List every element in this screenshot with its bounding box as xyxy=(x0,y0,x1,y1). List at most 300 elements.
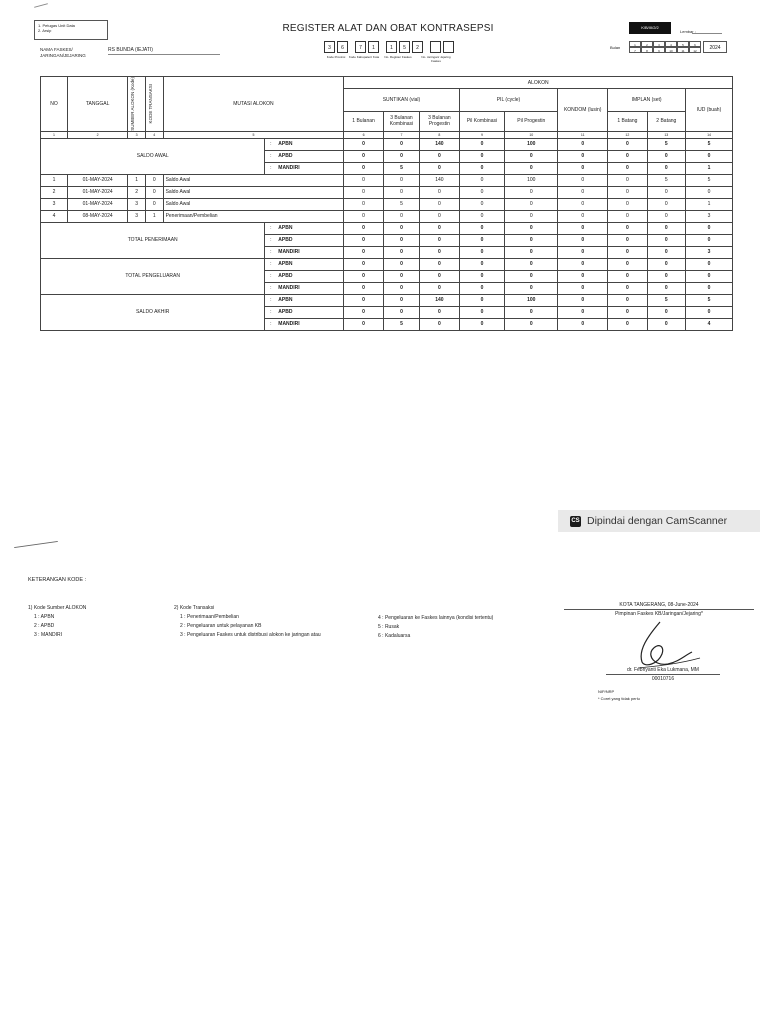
table-body xyxy=(41,131,733,330)
value-cell: 100 xyxy=(505,294,558,306)
value-cell: 0 xyxy=(608,258,647,270)
header-pil-progestin: Pil Progestin xyxy=(505,111,558,131)
value-cell: 0 xyxy=(344,138,383,150)
value-cell: 0 xyxy=(420,198,459,210)
table-row xyxy=(41,186,733,198)
source-label: MANDIRI xyxy=(276,162,344,174)
value-cell: 0 xyxy=(459,258,505,270)
value-cell: 0 xyxy=(558,318,608,330)
value-cell: 0 xyxy=(608,222,647,234)
row-no: 4 xyxy=(41,210,68,222)
column-index: 12 xyxy=(608,131,647,138)
value-cell: 100 xyxy=(505,138,558,150)
source-label: APBD xyxy=(276,150,344,162)
value-cell: 0 xyxy=(344,258,383,270)
code-digit: 7 xyxy=(355,41,366,53)
value-cell: 0 xyxy=(420,306,459,318)
value-cell: 1 xyxy=(686,198,733,210)
value-cell: 0 xyxy=(459,198,505,210)
value-cell: 0 xyxy=(686,258,733,270)
value-cell: 0 xyxy=(344,198,383,210)
value-cell: 0 xyxy=(383,222,419,234)
value-cell: 0 xyxy=(647,318,685,330)
sumber-legend-title: 1) Kode Sumber ALOKON xyxy=(28,605,87,611)
value-cell: 5 xyxy=(686,138,733,150)
camscanner-text: Dipindai dengan CamScanner xyxy=(587,515,728,527)
row-no: 2 xyxy=(41,186,68,198)
transaksi-legend-item: 3 : Pengeluaran Faskes untuk distribusi alokon ke jaringan atau xyxy=(180,632,321,638)
value-cell: 0 xyxy=(459,174,505,186)
header-1-batang: 1 Batang xyxy=(608,111,647,131)
value-cell: 0 xyxy=(505,186,558,198)
value-cell: 0 xyxy=(459,222,505,234)
value-cell: 0 xyxy=(344,234,383,246)
column-index: 2 xyxy=(68,131,128,138)
row-sumber: 1 xyxy=(128,174,146,186)
value-cell: 0 xyxy=(420,258,459,270)
header-sumber-text: SUMBER ALOKON (Kode) xyxy=(130,77,136,131)
source-label: APBN xyxy=(276,138,344,150)
source-label: MANDIRI xyxy=(276,246,344,258)
source-label: MANDIRI xyxy=(276,318,344,330)
colon: : xyxy=(265,246,276,258)
value-cell: 0 xyxy=(647,234,685,246)
colon: : xyxy=(265,234,276,246)
row-mutasi: Saldo Awal xyxy=(163,174,344,186)
header-tanggal: TANGGAL xyxy=(68,77,128,132)
value-cell: 0 xyxy=(558,138,608,150)
value-cell: 140 xyxy=(420,174,459,186)
value-cell: 0 xyxy=(647,282,685,294)
value-cell: 0 xyxy=(383,210,419,222)
value-cell: 100 xyxy=(505,174,558,186)
value-cell: 0 xyxy=(420,222,459,234)
table-row xyxy=(41,210,733,222)
header-alokon: ALOKON xyxy=(344,77,733,89)
value-cell: 0 xyxy=(344,318,383,330)
value-cell: 0 xyxy=(420,186,459,198)
transaksi-legend-item: 6 : Kadaluarsa xyxy=(378,633,411,639)
value-cell: 0 xyxy=(420,210,459,222)
pimpinan-title: Pimpinan Faskes KB/Jaringan/Jejaring* xyxy=(615,611,703,617)
source-label: APBD xyxy=(276,234,344,246)
value-cell: 0 xyxy=(608,174,647,186)
value-cell: 0 xyxy=(558,174,608,186)
value-cell: 0 xyxy=(608,246,647,258)
source-label: APBN xyxy=(276,222,344,234)
source-label: APBD xyxy=(276,270,344,282)
signer-nip: 00010716 xyxy=(606,674,720,683)
saldo-awal-row xyxy=(41,138,733,150)
signer-name: dr. Febriyanti Eka Lukmana, MM xyxy=(627,667,699,673)
value-cell: 0 xyxy=(647,306,685,318)
value-cell: 0 xyxy=(420,270,459,282)
value-cell: 0 xyxy=(647,150,685,162)
value-cell: 0 xyxy=(383,294,419,306)
value-cell: 0 xyxy=(558,234,608,246)
page-title: REGISTER ALAT DAN OBAT KONTRASEPSI xyxy=(282,23,494,34)
colon: : xyxy=(265,318,276,330)
column-index: 3 xyxy=(128,131,146,138)
camscanner-icon: CS xyxy=(570,516,581,527)
value-cell: 0 xyxy=(686,150,733,162)
value-cell: 0 xyxy=(505,246,558,258)
form-code-box: K/B/III/2/2 xyxy=(629,22,671,34)
value-cell: 0 xyxy=(459,306,505,318)
code-digit: 2 xyxy=(412,41,423,53)
table-row xyxy=(41,174,733,186)
value-cell: 0 xyxy=(686,222,733,234)
pen-mark xyxy=(34,3,48,8)
sumber-legend-item: 1 : APBN xyxy=(34,614,55,620)
value-cell: 0 xyxy=(608,234,647,246)
header-3-bulanan-kombinasi: 3 Bulanan Kombinasi xyxy=(383,111,419,131)
header-sumber xyxy=(128,77,146,132)
header-kode-text: KODE TRANSAKSI xyxy=(147,84,153,124)
value-cell: 0 xyxy=(608,306,647,318)
column-index: 1 xyxy=(41,131,68,138)
signer-block xyxy=(588,666,738,683)
value-cell: 0 xyxy=(344,174,383,186)
saldo-akhir-label: SALDO AKHIR xyxy=(41,294,265,330)
code-digit: 3 xyxy=(324,41,335,53)
code-digit xyxy=(443,41,454,53)
sumber-legend-item: 3 : MANDIRI xyxy=(34,632,63,638)
value-cell: 0 xyxy=(647,246,685,258)
row-mutasi: Penerimaan/Pembelian xyxy=(163,210,344,222)
value-cell: 0 xyxy=(608,318,647,330)
value-cell: 0 xyxy=(505,306,558,318)
value-cell: 0 xyxy=(344,222,383,234)
value-cell: 0 xyxy=(459,294,505,306)
value-cell: 0 xyxy=(608,150,647,162)
row-kode: 1 xyxy=(145,210,163,222)
value-cell: 0 xyxy=(608,186,647,198)
value-cell: 0 xyxy=(459,318,505,330)
value-cell: 0 xyxy=(608,138,647,150)
month-cell: 11 xyxy=(677,47,689,53)
column-index: 4 xyxy=(145,131,163,138)
alokon-register-table xyxy=(40,76,733,331)
coret-note: * Coret yang tidak perlu xyxy=(598,696,640,701)
header-implan: IMPLAN (set) xyxy=(608,89,686,112)
value-cell: 0 xyxy=(383,138,419,150)
value-cell: 140 xyxy=(420,294,459,306)
legend-line: 2. Arsip xyxy=(38,28,52,33)
value-cell: 0 xyxy=(647,222,685,234)
column-index: 6 xyxy=(344,131,383,138)
value-cell: 0 xyxy=(383,282,419,294)
colon: : xyxy=(265,306,276,318)
sumber-legend-item: 2 : APBD xyxy=(34,623,55,629)
value-cell: 0 xyxy=(558,198,608,210)
value-cell: 0 xyxy=(647,198,685,210)
value-cell: 0 xyxy=(459,162,505,174)
code-digit: 5 xyxy=(399,41,410,53)
city-date: KOTA TANGERANG, 08-June-2024 xyxy=(564,601,754,610)
header-2-batang: 2 Batang xyxy=(647,111,685,131)
column-index: 9 xyxy=(459,131,505,138)
value-cell: 0 xyxy=(686,234,733,246)
month-cell: 6 xyxy=(689,41,701,47)
colon: : xyxy=(265,138,276,150)
value-cell: 0 xyxy=(344,246,383,258)
faskes-underline xyxy=(108,54,220,55)
source-label: MANDIRI xyxy=(276,282,344,294)
value-cell: 0 xyxy=(647,162,685,174)
saldo-awal-label: SALDO AWAL xyxy=(41,138,265,174)
value-cell: 0 xyxy=(505,234,558,246)
month-cell: 4 xyxy=(665,41,677,47)
row-kode: 0 xyxy=(145,198,163,210)
code-digit: 6 xyxy=(337,41,348,53)
colon: : xyxy=(265,258,276,270)
value-cell: 0 xyxy=(558,162,608,174)
value-cell: 0 xyxy=(420,234,459,246)
transaksi-legend-item: 5 : Rusak xyxy=(378,624,400,630)
header-pil-kombinasi: Pil Kombinasi xyxy=(459,111,505,131)
header-kode xyxy=(145,77,163,132)
value-cell: 5 xyxy=(383,198,419,210)
value-cell: 0 xyxy=(558,258,608,270)
row-sumber: 3 xyxy=(128,198,146,210)
value-cell: 5 xyxy=(647,174,685,186)
lembar-line xyxy=(692,33,722,34)
month-cell: 12 xyxy=(689,47,701,53)
value-cell: 0 xyxy=(647,270,685,282)
code-caption: Kode Provinsi xyxy=(326,55,346,59)
value-cell: 0 xyxy=(505,198,558,210)
value-cell: 0 xyxy=(420,318,459,330)
row-sumber: 3 xyxy=(128,210,146,222)
column-index-row xyxy=(41,131,733,138)
transaksi-legend-continued xyxy=(378,614,493,641)
value-cell: 0 xyxy=(344,294,383,306)
code-digit xyxy=(430,41,441,53)
row-no: 1 xyxy=(41,174,68,186)
value-cell: 0 xyxy=(608,294,647,306)
value-cell: 0 xyxy=(686,270,733,282)
month-cell: 8 xyxy=(641,47,653,53)
table-row xyxy=(41,198,733,210)
row-kode: 0 xyxy=(145,174,163,186)
value-cell: 0 xyxy=(344,270,383,282)
transaksi-legend-title: 2) Kode Transaksi xyxy=(174,605,215,611)
row-tanggal: 01-MAY-2024 xyxy=(68,174,128,186)
lembar-label: Lembar : xyxy=(680,29,696,34)
code-digit: 1 xyxy=(386,41,397,53)
value-cell: 0 xyxy=(558,294,608,306)
column-index: 13 xyxy=(647,131,685,138)
value-cell: 0 xyxy=(383,186,419,198)
transaksi-legend-item: 2 : Pengeluaran untuk pelayanan KB xyxy=(180,623,262,629)
month-cell: 3 xyxy=(653,41,665,47)
source-label: APBN xyxy=(276,258,344,270)
signature-notes xyxy=(598,688,640,702)
faskes-code-boxes xyxy=(324,41,456,53)
transaksi-legend-item: 1 : Penerimaan/Pembelian xyxy=(180,614,239,620)
faskes-value: RS BUNDA (IEJATI) xyxy=(108,47,153,53)
value-cell: 4 xyxy=(686,318,733,330)
value-cell: 0 xyxy=(686,282,733,294)
row-tanggal: 08-MAY-2024 xyxy=(68,210,128,222)
month-grid xyxy=(629,41,701,53)
value-cell: 0 xyxy=(459,282,505,294)
month-cell: 1 xyxy=(629,41,641,47)
sumber-legend xyxy=(28,604,86,640)
source-label: APBD xyxy=(276,306,344,318)
nip-note: NIP/NRP xyxy=(598,689,615,694)
value-cell: 1 xyxy=(686,162,733,174)
colon: : xyxy=(265,294,276,306)
colon: : xyxy=(265,162,276,174)
value-cell: 0 xyxy=(608,270,647,282)
value-cell: 0 xyxy=(383,174,419,186)
value-cell: 0 xyxy=(608,198,647,210)
bulan-label: Bulan xyxy=(610,45,621,50)
value-cell: 0 xyxy=(459,234,505,246)
value-cell: 0 xyxy=(383,258,419,270)
column-index: 8 xyxy=(420,131,459,138)
month-cell: 9 xyxy=(653,47,665,53)
keterangan-title: KETERANGAN KODE : xyxy=(28,577,87,583)
row-mutasi: Saldo Awal xyxy=(163,198,344,210)
value-cell: 0 xyxy=(383,246,419,258)
value-cell: 0 xyxy=(459,270,505,282)
value-cell: 0 xyxy=(420,282,459,294)
value-cell: 0 xyxy=(505,162,558,174)
faskes-label-line: JARINGAN/JEJARING xyxy=(40,53,86,58)
value-cell: 0 xyxy=(383,234,419,246)
total-pengeluaran-row xyxy=(41,258,733,270)
value-cell: 0 xyxy=(505,222,558,234)
code-caption: No. Jaringan/ Jejaring Faskes xyxy=(421,55,451,63)
colon: : xyxy=(265,222,276,234)
value-cell: 5 xyxy=(686,174,733,186)
value-cell: 0 xyxy=(383,270,419,282)
value-cell: 0 xyxy=(459,186,505,198)
column-index: 14 xyxy=(686,131,733,138)
value-cell: 0 xyxy=(505,318,558,330)
value-cell: 0 xyxy=(420,246,459,258)
value-cell: 0 xyxy=(344,306,383,318)
header-iud: IUD (buah) xyxy=(686,89,733,132)
value-cell: 0 xyxy=(383,306,419,318)
code-digit: 1 xyxy=(368,41,379,53)
header-mutasi: MUTASI ALOKON xyxy=(163,77,344,132)
value-cell: 0 xyxy=(505,282,558,294)
total-pengeluaran-label: TOTAL PENGELUARAN xyxy=(41,258,265,294)
value-cell: 0 xyxy=(383,150,419,162)
legend-line: 1. Petugas Unit Data xyxy=(38,23,75,28)
value-cell: 0 xyxy=(647,210,685,222)
faskes-label xyxy=(40,47,86,59)
value-cell: 0 xyxy=(558,210,608,222)
colon: : xyxy=(265,282,276,294)
value-cell: 0 xyxy=(558,150,608,162)
value-cell: 5 xyxy=(686,294,733,306)
column-index: 5 xyxy=(163,131,344,138)
code-caption: Kode Kabupaten/ Kota xyxy=(348,55,380,59)
value-cell: 0 xyxy=(558,186,608,198)
value-cell: 0 xyxy=(608,282,647,294)
value-cell: 3 xyxy=(686,246,733,258)
value-cell: 0 xyxy=(420,162,459,174)
value-cell: 5 xyxy=(647,138,685,150)
value-cell: 5 xyxy=(383,162,419,174)
row-no: 3 xyxy=(41,198,68,210)
month-cell: 10 xyxy=(665,47,677,53)
value-cell: 0 xyxy=(344,186,383,198)
value-cell: 0 xyxy=(558,306,608,318)
value-cell: 0 xyxy=(647,258,685,270)
distribution-legend xyxy=(34,20,108,40)
value-cell: 3 xyxy=(686,210,733,222)
row-kode: 0 xyxy=(145,186,163,198)
column-index: 10 xyxy=(505,131,558,138)
transaksi-legend xyxy=(174,604,321,640)
row-tanggal: 01-MAY-2024 xyxy=(68,186,128,198)
value-cell: 0 xyxy=(558,282,608,294)
value-cell: 0 xyxy=(686,186,733,198)
pen-mark xyxy=(14,541,58,548)
value-cell: 0 xyxy=(344,162,383,174)
column-index: 11 xyxy=(558,131,608,138)
colon: : xyxy=(265,270,276,282)
value-cell: 140 xyxy=(420,138,459,150)
value-cell: 5 xyxy=(383,318,419,330)
value-cell: 0 xyxy=(608,210,647,222)
value-cell: 0 xyxy=(686,306,733,318)
header-pil: PIL (cycle) xyxy=(459,89,558,112)
year-box: 2024 xyxy=(703,41,727,53)
value-cell: 5 xyxy=(647,294,685,306)
code-caption: No. Register Faskes xyxy=(384,55,412,59)
value-cell: 0 xyxy=(505,210,558,222)
value-cell: 0 xyxy=(558,270,608,282)
value-cell: 0 xyxy=(558,222,608,234)
saldo-akhir-row xyxy=(41,294,733,306)
month-cell: 2 xyxy=(641,41,653,47)
column-index: 7 xyxy=(383,131,419,138)
header-suntikan: SUNTIKAN (vial) xyxy=(344,89,459,112)
row-sumber: 2 xyxy=(128,186,146,198)
total-penerimaan-row xyxy=(41,222,733,234)
value-cell: 0 xyxy=(344,282,383,294)
month-cell: 7 xyxy=(629,47,641,53)
value-cell: 0 xyxy=(344,150,383,162)
value-cell: 0 xyxy=(647,186,685,198)
value-cell: 0 xyxy=(459,246,505,258)
value-cell: 0 xyxy=(505,258,558,270)
value-cell: 0 xyxy=(420,150,459,162)
header-3-bulanan-progestin: 3 Bulanan Progestin xyxy=(420,111,459,131)
header-1-bulanan: 1 Bulanan xyxy=(344,111,383,131)
row-tanggal: 01-MAY-2024 xyxy=(68,198,128,210)
colon: : xyxy=(265,150,276,162)
value-cell: 0 xyxy=(459,210,505,222)
camscanner-badge xyxy=(558,510,760,532)
value-cell: 0 xyxy=(459,150,505,162)
value-cell: 0 xyxy=(608,162,647,174)
value-cell: 0 xyxy=(558,246,608,258)
value-cell: 0 xyxy=(505,150,558,162)
transaksi-legend-item: 4 : Pengeluaran ke Faskes lainnya (kondisi tertentu) xyxy=(378,615,494,621)
header-no: NO xyxy=(41,77,68,132)
value-cell: 0 xyxy=(344,210,383,222)
header-kondom: KONDOM (lusin) xyxy=(558,89,608,132)
source-label: APBN xyxy=(276,294,344,306)
